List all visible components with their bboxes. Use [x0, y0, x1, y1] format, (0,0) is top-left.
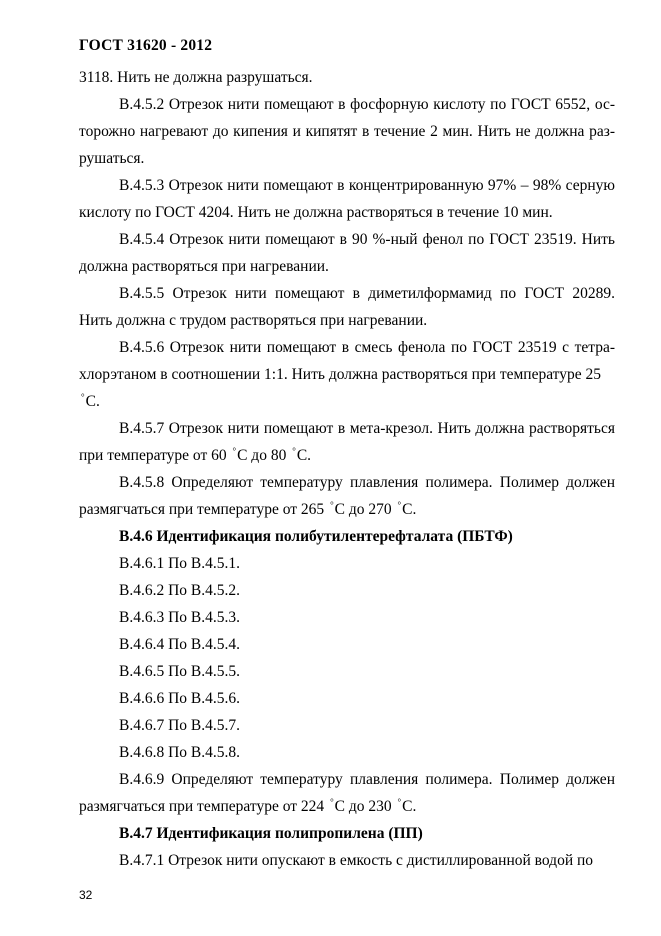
document-header: ГОСТ 31620 - 2012	[79, 37, 213, 54]
paragraph-b-4-5-2: В.4.5.2 Отрезок нити помещают в фосфорную кислоту по ГОСТ 6552, ос-торожно нагревают до кипения и кипятят в течение 2 мин. Нить не должна раз-рушаться.	[79, 96, 615, 167]
degree-mark: °	[330, 500, 334, 510]
list-item-b-4-6-7: В.4.6.7 По В.4.5.7.	[119, 717, 240, 734]
paragraph-b-4-5-6-unit: С.	[85, 393, 100, 410]
paragraph-b-4-6-9-mid: С до 230	[334, 798, 392, 815]
list-item-b-4-6-4: В.4.6.4 По В.4.5.4.	[119, 636, 240, 653]
paragraph-b-4-5-7	[79, 415, 615, 469]
degree-mark: °	[292, 446, 296, 456]
paragraph-b-4-5-6-text: В.4.5.6 Отрезок нити помещают в смесь фенола по ГОСТ 23519 с тетра-хлорэтаном в соотношении 1:1. Нить должна растворяться при температуре 25	[79, 339, 615, 383]
paragraph-b-4-5-7-text: В.4.5.7 Отрезок нити помещают в мета-крезол. Нить должна растворяться при температуре от 60	[79, 420, 615, 464]
paragraph-b-4-5-7-mid: С до 80	[237, 447, 287, 464]
paragraph-b-4-5-4: В.4.5.4 Отрезок нити помещают в 90 %-ный фенол по ГОСТ 23519. Нить должна растворяться при нагревании.	[79, 231, 615, 275]
paragraph-b-4-5-8-mid: С до 270	[334, 501, 392, 518]
degree-mark: °	[397, 797, 402, 807]
list-item-b-4-6-2: В.4.6.2 По В.4.5.2.	[119, 582, 240, 599]
list-item-b-4-6-6: В.4.6.6 По В.4.5.6.	[119, 690, 240, 707]
paragraph-b-4-5-6	[79, 334, 615, 415]
paragraph-b-4-5-8-text: В.4.5.8 Определяют температуру плавления полимера. Полимер должен размягчаться при температуре от 265	[79, 474, 615, 518]
list-item-b-4-6-5: В.4.6.5 По В.4.5.5.	[119, 663, 240, 680]
degree-mark: °	[397, 500, 402, 510]
paragraph-b-4-5-5: В.4.5.5 Отрезок нити помещают в диметилформамид по ГОСТ 20289. Нить должна с трудом растворяться при нагревании.	[79, 285, 615, 329]
document-body	[79, 64, 615, 874]
degree-mark: °	[330, 797, 334, 807]
paragraph-b-4-6-9-end: С.	[402, 798, 417, 815]
degree-mark: °	[232, 446, 237, 456]
list-item-b-4-6-8: В.4.6.8 По В.4.5.8.	[119, 744, 240, 761]
paragraph-b-4-5-3: В.4.5.3 Отрезок нити помещают в концентрированную 97% – 98% серную кислоту по ГОСТ 4204. Нить не должна растворяться в течение 10 мин.	[79, 177, 615, 221]
paragraph-b-4-5-8	[79, 469, 615, 523]
paragraph-b-4-7-1: В.4.7.1 Отрезок нити опускают в емкость с дистиллированной водой по	[119, 852, 594, 869]
section-heading-b-4-6: В.4.6 Идентификация полибутилентерефталата (ПБТФ)	[119, 528, 513, 545]
section-heading-b-4-7: В.4.7 Идентификация полипропилена (ПП)	[119, 825, 423, 842]
paragraph-b-4-5-8-end: С.	[402, 501, 417, 518]
paragraph-b-4-6-9	[79, 766, 615, 820]
page-number: 32	[79, 888, 93, 902]
paragraph-b-4-6-9-text: В.4.6.9 Определяют температуру плавления полимера. Полимер должен размягчаться при температуре от 224	[79, 771, 615, 815]
paragraph-b-4-5-7-end: С.	[296, 447, 312, 464]
list-item-b-4-6-3: В.4.6.3 По В.4.5.3.	[119, 609, 240, 626]
list-item-b-4-6-1: В.4.6.1 По В.4.5.1.	[119, 555, 240, 572]
paragraph-continuation: 3118. Нить не должна разрушаться.	[79, 69, 313, 86]
degree-mark: °	[81, 392, 85, 402]
